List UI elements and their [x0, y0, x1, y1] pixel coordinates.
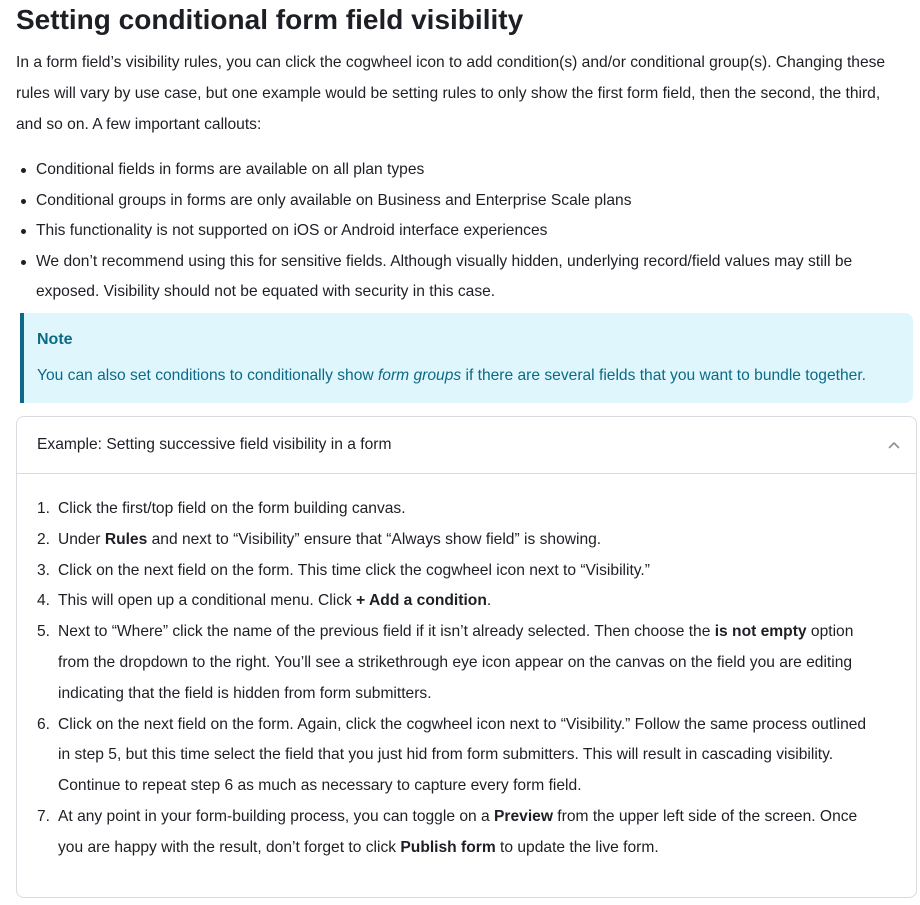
- bullet-icon: [21, 168, 26, 173]
- accordion-header[interactable]: [17, 417, 916, 474]
- step-bold-term: is not empty: [714, 623, 807, 641]
- step-number: 5.: [37, 623, 51, 641]
- step-text-segment: .: [486, 592, 492, 610]
- step-bold-term: Preview: [494, 807, 553, 825]
- example-accordion: [16, 416, 917, 898]
- step-text-segment: and next to “Visibility” ensure that “Always show field” is showing.: [147, 530, 602, 548]
- callout-item: [16, 216, 916, 247]
- callout-text: Conditional groups in forms are only available on Business and Enterprise Scale plans: [36, 191, 632, 209]
- callout-item: [16, 155, 916, 186]
- step-text-segment: you are happy with the result, don’t forget to click: [58, 838, 401, 856]
- step-item: [37, 494, 902, 525]
- note-body: [37, 367, 866, 385]
- callout-text: This functionality is not supported on iOS or Android interface experiences: [36, 222, 548, 239]
- step-number: 4.: [37, 592, 51, 610]
- step-bold-term: Publish form: [400, 838, 496, 856]
- step-number: 2.: [37, 530, 51, 548]
- step-text: indicating that the field is hidden from form submitters.: [58, 684, 432, 702]
- callout-text: We don’t recommend using this for sensitive fields. Although visually hidden, underlying record/field values may still be: [36, 252, 853, 270]
- step-text: Click on the next field on the form. This time click the cogwheel icon next to “Visibility.”: [58, 561, 650, 579]
- step-item: [37, 586, 902, 617]
- note-text: You can also set conditions to conditionally show: [37, 367, 378, 384]
- step-text-segment: to update the live form.: [495, 838, 659, 856]
- intro-line: and so on. A few important callouts:: [16, 116, 262, 133]
- step-bold-term: + Add a condition: [356, 592, 487, 610]
- note-text: if there are several fields that you want to bundle together.: [461, 367, 866, 384]
- chevron-up-icon[interactable]: [886, 437, 902, 453]
- step-item: [37, 710, 902, 802]
- step-text: Click the first/top field on the form building canvas.: [58, 500, 406, 517]
- step-number: 3.: [37, 561, 51, 579]
- step-item: [37, 556, 902, 587]
- callout-list: [16, 155, 916, 308]
- step-text: [58, 617, 902, 648]
- accordion-title: Example: Setting successive field visibility in a form: [37, 436, 392, 453]
- step-text-segment: from the upper left side of the screen. Once: [552, 807, 858, 825]
- step-text: Continue to repeat step 6 as much as necessary to capture every form field.: [58, 777, 582, 795]
- step-bold-term: Rules: [104, 530, 148, 548]
- callout-text: exposed. Visibility should not be equated with security in this case.: [36, 283, 496, 300]
- step-text-segment: At any point in your form-building process, you can toggle on a: [58, 807, 495, 825]
- callout-text: Conditional fields in forms are available on all plan types: [36, 161, 425, 178]
- note-callout: [20, 313, 913, 403]
- step-text: [58, 833, 902, 864]
- bullet-icon: [21, 229, 26, 234]
- step-text-segment: This will open up a conditional menu. Click: [58, 592, 357, 610]
- note-title: Note: [37, 331, 73, 348]
- step-text: from the dropdown to the right. You’ll see a strikethrough eye icon appear on the canvas on the field you are editing: [58, 653, 853, 671]
- step-item: [37, 802, 902, 864]
- callout-item: [16, 186, 916, 217]
- step-text: [58, 525, 902, 556]
- step-item: [37, 617, 902, 709]
- step-text-segment: Next to “Where” click the name of the previous field if it isn’t already selected. Then choose the: [58, 623, 715, 641]
- step-number: 6.: [37, 715, 51, 733]
- step-text: Click on the next field on the form. Again, click the cogwheel icon next to “Visibility.” Follow the same process outlined: [58, 715, 867, 733]
- step-text-segment: option: [806, 623, 854, 641]
- intro-line: rules will vary by use case, but one example would be setting rules to only show the first form field, then the second, the third,: [16, 85, 881, 102]
- step-text: [58, 586, 902, 617]
- bullet-icon: [21, 260, 26, 265]
- intro-paragraph: [16, 47, 916, 140]
- step-number: 7.: [37, 807, 51, 825]
- note-emphasis: form groups: [377, 367, 462, 384]
- bullet-icon: [21, 199, 26, 204]
- step-text: [58, 802, 902, 833]
- step-text-segment: Under: [58, 530, 105, 548]
- step-text: in step 5, but this time select the field that you just hid from form submitters. This will result in cascading visibility.: [58, 746, 834, 764]
- intro-line: In a form field’s visibility rules, you can click the cogwheel icon to add condition(s) and/or conditional group(s). Changing these: [16, 54, 886, 71]
- step-item: [37, 525, 902, 556]
- page-title: Setting conditional form field visibility: [16, 4, 524, 35]
- callout-item: [16, 247, 916, 308]
- steps-list: [37, 494, 902, 864]
- step-number: 1.: [37, 500, 51, 517]
